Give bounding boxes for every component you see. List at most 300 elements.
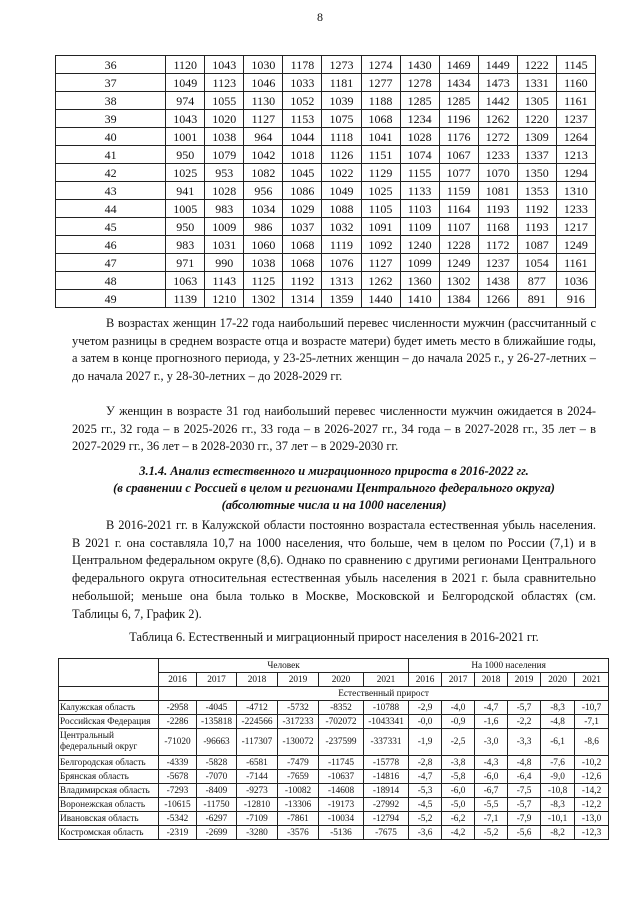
value-cell: 1193 xyxy=(517,218,556,236)
value-cell: 1032 xyxy=(322,218,361,236)
per1000-value: -1,9 xyxy=(409,729,442,756)
value-cell: 1092 xyxy=(361,236,400,254)
per1000-value: -6,0 xyxy=(475,770,508,784)
value-cell: 1178 xyxy=(283,56,322,74)
age-cell: 38 xyxy=(56,92,166,110)
year-header-people: 2018 xyxy=(237,673,278,687)
table-6-row xyxy=(59,715,609,729)
value-cell: 1274 xyxy=(361,56,400,74)
absolute-value: -71020 xyxy=(159,729,197,756)
per1000-value: -5,7 xyxy=(508,798,541,812)
age-row xyxy=(56,56,596,74)
value-cell: 964 xyxy=(244,128,283,146)
value-cell: 1228 xyxy=(439,236,478,254)
per1000-value: -5,3 xyxy=(409,784,442,798)
value-cell: 1129 xyxy=(361,164,400,182)
value-cell: 1052 xyxy=(283,92,322,110)
absolute-value: -10637 xyxy=(319,770,364,784)
value-cell: 1161 xyxy=(556,254,595,272)
value-cell: 1130 xyxy=(244,92,283,110)
absolute-value: -10788 xyxy=(364,701,409,715)
value-cell: 1060 xyxy=(244,236,283,254)
absolute-value: -237599 xyxy=(319,729,364,756)
per1000-value: -5,0 xyxy=(442,798,475,812)
per1000-value: -3,8 xyxy=(442,756,475,770)
value-cell: 1034 xyxy=(244,200,283,218)
region-name: Российская Федерация xyxy=(59,715,159,729)
per1000-value: -0,9 xyxy=(442,715,475,729)
absolute-value: -3280 xyxy=(237,826,278,840)
value-cell: 1188 xyxy=(361,92,400,110)
value-cell: 1029 xyxy=(283,200,322,218)
value-cell: 1160 xyxy=(556,74,595,92)
per1000-value: -10,2 xyxy=(575,756,609,770)
value-cell: 1233 xyxy=(478,146,517,164)
absolute-value: -7293 xyxy=(159,784,197,798)
value-cell: 986 xyxy=(244,218,283,236)
age-row xyxy=(56,74,596,92)
section-heading-line-2: (в сравнении с Россией в целом и регионами Центрального федерального округа) xyxy=(113,481,555,495)
per1000-value: -8,6 xyxy=(575,729,609,756)
absolute-value: -27992 xyxy=(364,798,409,812)
value-cell: 1449 xyxy=(478,56,517,74)
value-cell: 1079 xyxy=(205,146,244,164)
value-cell: 1237 xyxy=(478,254,517,272)
value-cell: 1410 xyxy=(400,290,439,308)
absolute-value: -8352 xyxy=(319,701,364,715)
absolute-value: -14608 xyxy=(319,784,364,798)
per1000-value: -5,6 xyxy=(508,826,541,840)
value-cell: 1107 xyxy=(439,218,478,236)
value-cell: 1310 xyxy=(556,182,595,200)
region-name: Ивановская область xyxy=(59,812,159,826)
paragraph-3-text: В 2016-2021 гг. в Калужской области постоянно возрастала естественная убыль населения. В 2021 г. она составляла 10,7 на 1000 населения, что больше, чем в целом по России (7,1) и в Центральном федеральном округе (8,6). Однако по сравнению с другими регионами Центрального федерального округа относительная естественная убыль населения в 2021 г. была сравнительно небольшой; меньше она была только в Москве, Московской и Белгородской областях (см. Таблицы 6, 7, График 2). xyxy=(72,518,596,621)
table-6-row xyxy=(59,784,609,798)
age-row xyxy=(56,236,596,254)
per1000-value: -4,3 xyxy=(475,756,508,770)
value-cell: 1025 xyxy=(361,182,400,200)
value-cell: 1038 xyxy=(244,254,283,272)
per1000-value: -4,7 xyxy=(475,701,508,715)
value-cell: 1309 xyxy=(517,128,556,146)
value-cell: 1210 xyxy=(205,290,244,308)
age-row xyxy=(56,164,596,182)
age-cell: 37 xyxy=(56,74,166,92)
year-header-people: 2021 xyxy=(364,673,409,687)
value-cell: 1067 xyxy=(439,146,478,164)
value-cell: 1337 xyxy=(517,146,556,164)
year-header-per1000: 2018 xyxy=(475,673,508,687)
year-header-per1000: 2016 xyxy=(409,673,442,687)
absolute-value: -5136 xyxy=(319,826,364,840)
value-cell: 1384 xyxy=(439,290,478,308)
table-6-row xyxy=(59,770,609,784)
value-cell: 1237 xyxy=(556,110,595,128)
value-cell: 1049 xyxy=(322,182,361,200)
value-cell: 1009 xyxy=(205,218,244,236)
value-cell: 1109 xyxy=(400,218,439,236)
age-cell: 36 xyxy=(56,56,166,74)
value-cell: 1030 xyxy=(244,56,283,74)
absolute-value: -6297 xyxy=(197,812,237,826)
value-cell: 1222 xyxy=(517,56,556,74)
value-cell: 1159 xyxy=(439,182,478,200)
value-cell: 1028 xyxy=(205,182,244,200)
per1000-value: -8,2 xyxy=(541,826,575,840)
absolute-value: -7109 xyxy=(237,812,278,826)
value-cell: 1081 xyxy=(478,182,517,200)
value-cell: 1278 xyxy=(400,74,439,92)
year-header-people: 2016 xyxy=(159,673,197,687)
value-cell: 1037 xyxy=(283,218,322,236)
value-cell: 1046 xyxy=(244,74,283,92)
per1000-value: -7,1 xyxy=(575,715,609,729)
value-cell: 1272 xyxy=(478,128,517,146)
table-6-row xyxy=(59,798,609,812)
value-cell: 1043 xyxy=(205,56,244,74)
value-cell: 1126 xyxy=(322,146,361,164)
value-cell: 990 xyxy=(205,254,244,272)
value-cell: 916 xyxy=(556,290,595,308)
value-cell: 1068 xyxy=(283,236,322,254)
per1000-value: -6,0 xyxy=(442,784,475,798)
table-6 xyxy=(58,658,609,840)
per1000-value: -10,7 xyxy=(575,701,609,715)
year-header-per1000: 2017 xyxy=(442,673,475,687)
value-cell: 1302 xyxy=(244,290,283,308)
value-cell: 1025 xyxy=(166,164,205,182)
per1000-value: -2,5 xyxy=(442,729,475,756)
region-name: Калужская область xyxy=(59,701,159,715)
absolute-value: -9273 xyxy=(237,784,278,798)
value-cell: 1164 xyxy=(439,200,478,218)
per1000-value: -4,7 xyxy=(409,770,442,784)
absolute-value: -5678 xyxy=(159,770,197,784)
age-cell: 46 xyxy=(56,236,166,254)
absolute-value: -7675 xyxy=(364,826,409,840)
value-cell: 1001 xyxy=(166,128,205,146)
value-cell: 1125 xyxy=(244,272,283,290)
per1000-value: -2,9 xyxy=(409,701,442,715)
value-cell: 1043 xyxy=(166,110,205,128)
value-cell: 1105 xyxy=(361,200,400,218)
per1000-value: -3,6 xyxy=(409,826,442,840)
per1000-value: -6,4 xyxy=(508,770,541,784)
age-population-table xyxy=(55,55,596,308)
per1000-value: -4,8 xyxy=(508,756,541,770)
value-cell: 1172 xyxy=(478,236,517,254)
value-cell: 1285 xyxy=(439,92,478,110)
absolute-value: -7479 xyxy=(278,756,319,770)
absolute-value: -7659 xyxy=(278,770,319,784)
value-cell: 1033 xyxy=(283,74,322,92)
per1000-value: -4,2 xyxy=(442,826,475,840)
per1000-value: -7,9 xyxy=(508,812,541,826)
per1000-value: -5,2 xyxy=(409,812,442,826)
value-cell: 1103 xyxy=(400,200,439,218)
absolute-value: -4712 xyxy=(237,701,278,715)
value-cell: 1359 xyxy=(322,290,361,308)
value-cell: 1063 xyxy=(166,272,205,290)
value-cell: 1249 xyxy=(556,236,595,254)
paragraph-1-text: В возрастах женщин 17-22 года наибольший перевес численности мужчин (рассчитанный с учетом разницы в среднем возрасте отца и возрасте матери) будет иметь место в ближайшие годы, а затем в конце прогнозного периода, у 23-25-летних женщин – до начала 2025 г., у 26-27-летних – до начала 2027 г., у 28-30-летних – до 2028-2029 гг. xyxy=(72,316,596,384)
absolute-value: -12794 xyxy=(364,812,409,826)
value-cell: 1036 xyxy=(556,272,595,290)
value-cell: 1302 xyxy=(439,272,478,290)
value-cell: 1294 xyxy=(556,164,595,182)
value-cell: 1119 xyxy=(322,236,361,254)
value-cell: 1220 xyxy=(517,110,556,128)
per1000-value: -4,0 xyxy=(442,701,475,715)
value-cell: 1068 xyxy=(361,110,400,128)
age-cell: 40 xyxy=(56,128,166,146)
value-cell: 950 xyxy=(166,146,205,164)
region-name: Воронежская область xyxy=(59,798,159,812)
absolute-value: -2699 xyxy=(197,826,237,840)
paragraph-1 xyxy=(72,315,596,386)
value-cell: 1143 xyxy=(205,272,244,290)
age-cell: 47 xyxy=(56,254,166,272)
paragraph-3 xyxy=(72,517,596,623)
per1000-value: -7,5 xyxy=(508,784,541,798)
absolute-value: -7070 xyxy=(197,770,237,784)
per1000-value: -5,5 xyxy=(475,798,508,812)
value-cell: 1055 xyxy=(205,92,244,110)
absolute-value: -130072 xyxy=(278,729,319,756)
value-cell: 1262 xyxy=(478,110,517,128)
value-cell: 1161 xyxy=(556,92,595,110)
absolute-value: -19173 xyxy=(319,798,364,812)
value-cell: 1074 xyxy=(400,146,439,164)
section-heading-line-1: 3.1.4. Анализ естественного и миграционного прироста в 2016-2022 гг. xyxy=(139,464,529,478)
table-6-row xyxy=(59,756,609,770)
value-cell: 1038 xyxy=(205,128,244,146)
age-row xyxy=(56,200,596,218)
value-cell: 974 xyxy=(166,92,205,110)
region-name: Центральный федеральный округ xyxy=(59,729,159,756)
value-cell: 1350 xyxy=(517,164,556,182)
per1000-value: -3,0 xyxy=(475,729,508,756)
per1000-value: -5,8 xyxy=(442,770,475,784)
value-cell: 1305 xyxy=(517,92,556,110)
value-cell: 1240 xyxy=(400,236,439,254)
value-cell: 1262 xyxy=(361,272,400,290)
section-heading-line-3: (абсолютные числа и на 1000 населения) xyxy=(221,498,447,512)
paragraph-2 xyxy=(72,403,596,456)
value-cell: 1082 xyxy=(244,164,283,182)
value-cell: 1049 xyxy=(166,74,205,92)
per1000-value: -6,7 xyxy=(475,784,508,798)
region-name: Брянская область xyxy=(59,770,159,784)
value-cell: 1077 xyxy=(439,164,478,182)
value-cell: 1031 xyxy=(205,236,244,254)
per1000-value: -5,2 xyxy=(475,826,508,840)
value-cell: 1264 xyxy=(556,128,595,146)
paragraph-2-text: У женщин в возрасте 31 год наибольший перевес численности мужчин ожидается в 2024-2025 гг., 32 года – в 2025-2026 гг., 33 года – в 2026-2027 гг., 34 года – в 2027-2028 гг., 35 лет – в 2027-2029 гг., 36 лет – в 2028-2030 гг., 37 лет – в 2029-2030 гг. xyxy=(72,404,596,454)
age-row xyxy=(56,146,596,164)
per1000-value: -8,3 xyxy=(541,701,575,715)
value-cell: 1217 xyxy=(556,218,595,236)
table-6-corner xyxy=(59,659,159,687)
per1000-value: -10,8 xyxy=(541,784,575,798)
absolute-value: -11750 xyxy=(197,798,237,812)
year-header-people: 2017 xyxy=(197,673,237,687)
absolute-value: -96663 xyxy=(197,729,237,756)
value-cell: 1039 xyxy=(322,92,361,110)
value-cell: 1430 xyxy=(400,56,439,74)
age-row xyxy=(56,218,596,236)
value-cell: 1233 xyxy=(556,200,595,218)
age-row xyxy=(56,254,596,272)
value-cell: 1120 xyxy=(166,56,205,74)
age-cell: 48 xyxy=(56,272,166,290)
absolute-value: -14816 xyxy=(364,770,409,784)
value-cell: 1181 xyxy=(322,74,361,92)
value-cell: 1360 xyxy=(400,272,439,290)
year-header-per1000: 2021 xyxy=(575,673,609,687)
per1000-value: -12,6 xyxy=(575,770,609,784)
value-cell: 1234 xyxy=(400,110,439,128)
absolute-value: -11745 xyxy=(319,756,364,770)
value-cell: 1133 xyxy=(400,182,439,200)
year-header-per1000: 2020 xyxy=(541,673,575,687)
absolute-value: -1043341 xyxy=(364,715,409,729)
value-cell: 1440 xyxy=(361,290,400,308)
per1000-value: -2,8 xyxy=(409,756,442,770)
absolute-value: -4045 xyxy=(197,701,237,715)
table-6-row xyxy=(59,701,609,715)
value-cell: 1438 xyxy=(478,272,517,290)
page-number: 8 xyxy=(317,10,323,24)
per1000-value: -9,0 xyxy=(541,770,575,784)
absolute-value: -135818 xyxy=(197,715,237,729)
absolute-value: -4339 xyxy=(159,756,197,770)
value-cell: 1213 xyxy=(556,146,595,164)
value-cell: 1285 xyxy=(400,92,439,110)
year-header-per1000: 2019 xyxy=(508,673,541,687)
value-cell: 1022 xyxy=(322,164,361,182)
value-cell: 1192 xyxy=(517,200,556,218)
age-row xyxy=(56,128,596,146)
value-cell: 1068 xyxy=(283,254,322,272)
value-cell: 1020 xyxy=(205,110,244,128)
absolute-value: -6581 xyxy=(237,756,278,770)
absolute-value: -317233 xyxy=(278,715,319,729)
absolute-value: -5828 xyxy=(197,756,237,770)
value-cell: 1005 xyxy=(166,200,205,218)
per1000-value: -3,3 xyxy=(508,729,541,756)
absolute-value: -18914 xyxy=(364,784,409,798)
value-cell: 1075 xyxy=(322,110,361,128)
absolute-value: -3576 xyxy=(278,826,319,840)
absolute-value: -7144 xyxy=(237,770,278,784)
value-cell: 1353 xyxy=(517,182,556,200)
value-cell: 891 xyxy=(517,290,556,308)
absolute-value: -12810 xyxy=(237,798,278,812)
absolute-value: -10615 xyxy=(159,798,197,812)
region-name: Костромская область xyxy=(59,826,159,840)
value-cell: 971 xyxy=(166,254,205,272)
absolute-value: -702072 xyxy=(319,715,364,729)
value-cell: 1442 xyxy=(478,92,517,110)
value-cell: 1151 xyxy=(361,146,400,164)
age-row xyxy=(56,110,596,128)
value-cell: 1176 xyxy=(439,128,478,146)
absolute-value: -5732 xyxy=(278,701,319,715)
absolute-value: -2286 xyxy=(159,715,197,729)
value-cell: 1127 xyxy=(244,110,283,128)
age-cell: 41 xyxy=(56,146,166,164)
absolute-value: -13306 xyxy=(278,798,319,812)
per1000-value: -4,8 xyxy=(541,715,575,729)
value-cell: 1469 xyxy=(439,56,478,74)
age-cell: 39 xyxy=(56,110,166,128)
per1000-value: -8,3 xyxy=(541,798,575,812)
value-cell: 1045 xyxy=(283,164,322,182)
absolute-value: -2958 xyxy=(159,701,197,715)
value-cell: 953 xyxy=(205,164,244,182)
age-cell: 44 xyxy=(56,200,166,218)
age-row xyxy=(56,272,596,290)
absolute-value: -10082 xyxy=(278,784,319,798)
value-cell: 1087 xyxy=(517,236,556,254)
value-cell: 1086 xyxy=(283,182,322,200)
value-cell: 1041 xyxy=(361,128,400,146)
value-cell: 941 xyxy=(166,182,205,200)
value-cell: 1168 xyxy=(478,218,517,236)
table-6-sub-blank xyxy=(59,687,159,701)
per1000-value: -5,7 xyxy=(508,701,541,715)
value-cell: 1314 xyxy=(283,290,322,308)
value-cell: 1313 xyxy=(322,272,361,290)
value-cell: 1070 xyxy=(478,164,517,182)
per1000-value: -7,1 xyxy=(475,812,508,826)
section-heading xyxy=(72,463,596,514)
per1000-value: -12,3 xyxy=(575,826,609,840)
per1000-value: -4,5 xyxy=(409,798,442,812)
per1000-value: -6,2 xyxy=(442,812,475,826)
absolute-value: -5342 xyxy=(159,812,197,826)
per1000-value: -0,0 xyxy=(409,715,442,729)
value-cell: 1434 xyxy=(439,74,478,92)
age-cell: 45 xyxy=(56,218,166,236)
value-cell: 1028 xyxy=(400,128,439,146)
per1000-value: -7,6 xyxy=(541,756,575,770)
age-row xyxy=(56,92,596,110)
per1000-value: -14,2 xyxy=(575,784,609,798)
table-6-subheader: Естественный прирост xyxy=(159,687,609,701)
value-cell: 1153 xyxy=(283,110,322,128)
absolute-value: -10034 xyxy=(319,812,364,826)
value-cell: 1473 xyxy=(478,74,517,92)
value-cell: 1193 xyxy=(478,200,517,218)
value-cell: 1249 xyxy=(439,254,478,272)
table-6-group-people: Человек xyxy=(159,659,409,673)
value-cell: 877 xyxy=(517,272,556,290)
absolute-value: -117307 xyxy=(237,729,278,756)
table-6-group-per1000: На 1000 населения xyxy=(409,659,609,673)
table-6-row xyxy=(59,729,609,756)
value-cell: 1088 xyxy=(322,200,361,218)
value-cell: 1273 xyxy=(322,56,361,74)
table-6-row xyxy=(59,826,609,840)
value-cell: 1123 xyxy=(205,74,244,92)
value-cell: 1277 xyxy=(361,74,400,92)
value-cell: 1044 xyxy=(283,128,322,146)
absolute-value: -8409 xyxy=(197,784,237,798)
value-cell: 1018 xyxy=(283,146,322,164)
value-cell: 950 xyxy=(166,218,205,236)
